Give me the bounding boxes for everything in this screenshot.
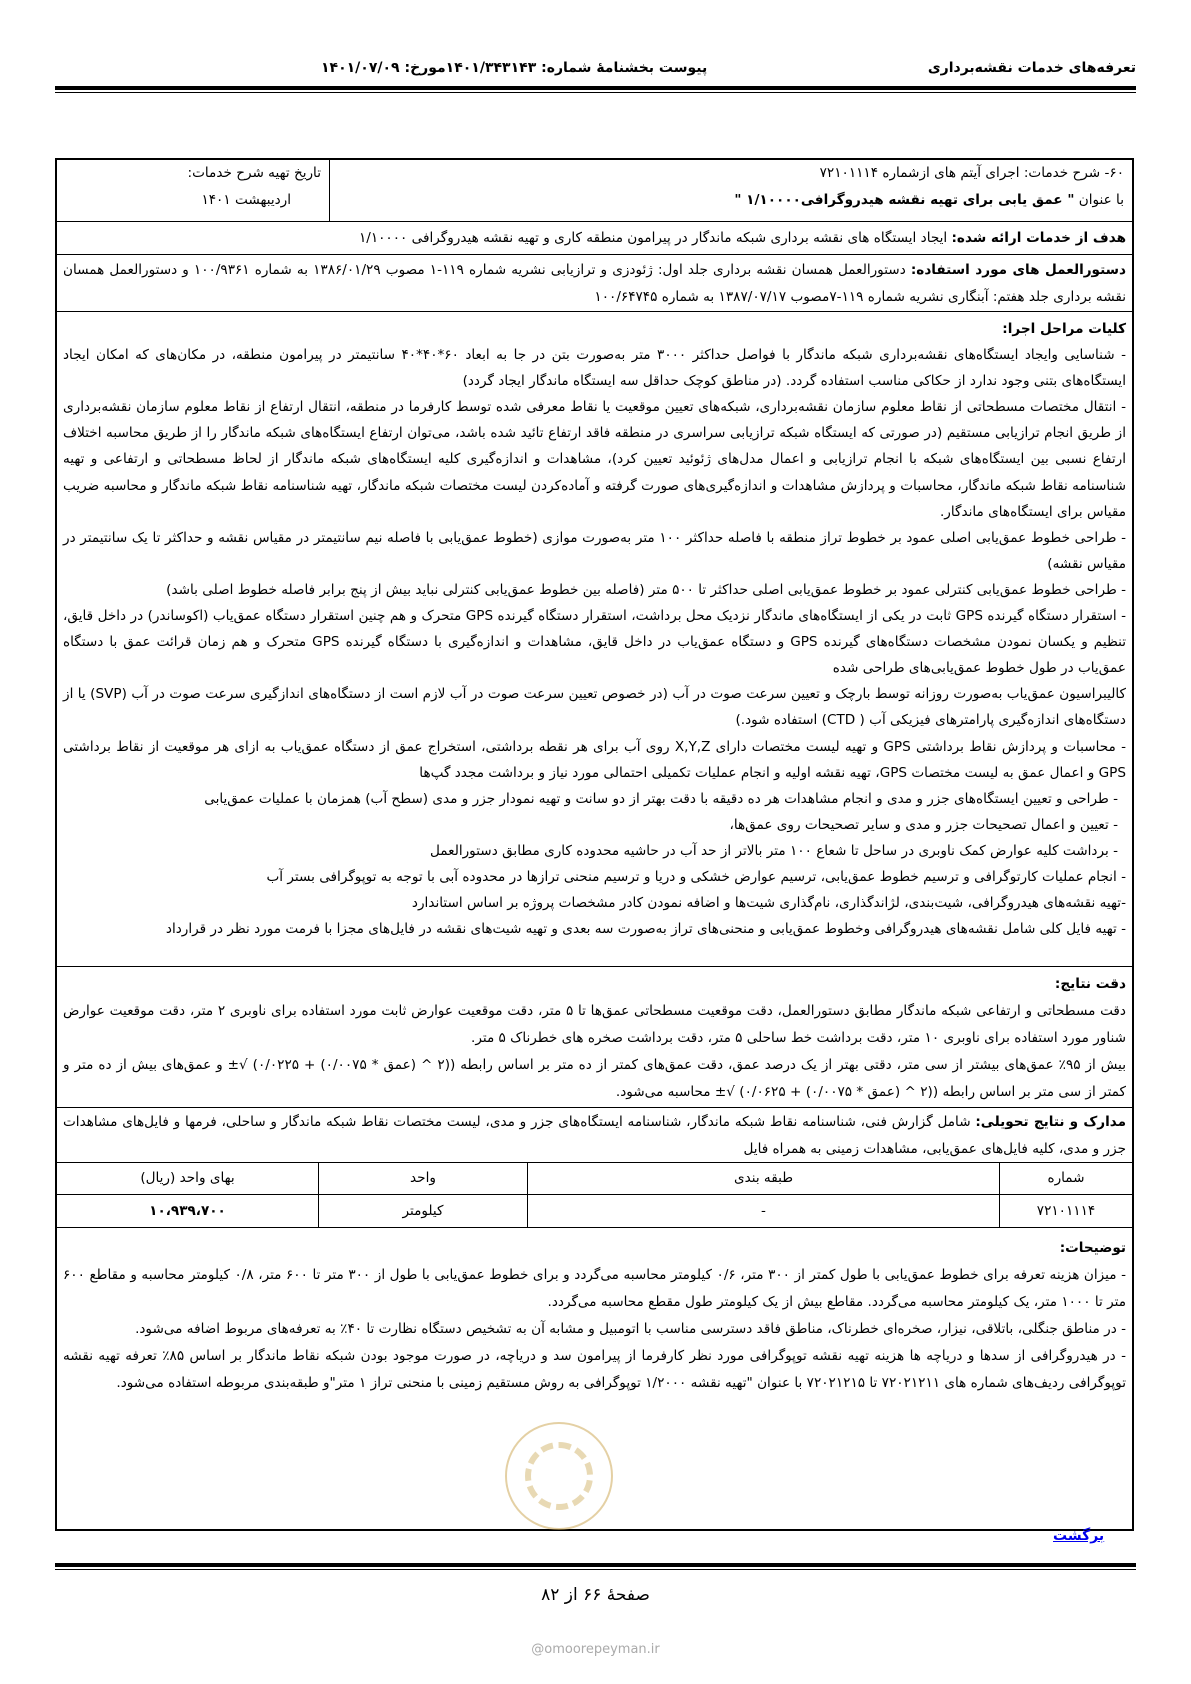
- service-title: " عمق یابی برای تهیه نقشه هیدروگرافی۱/۱۰۰۰۰ ": [734, 191, 1075, 208]
- goal-row: [57, 222, 1132, 255]
- service-title-prefix: با عنوان: [1074, 191, 1124, 208]
- page-header: [55, 54, 1136, 88]
- step-item: - محاسبات و پردازش نقاط برداشتی GPS و تهیه لیست مختصات دارای X,Y,Z روی آب برای هر نقطه برداشتی، استخراج عمق از دستگاه عمق‌یاب به ازای هر موقعیت از نقاط برداشتی GPS و اعمال عمق به لیست مختصات GPS، تهیه نقشه اولیه و انجام عملیات تکمیلی احتمالی مورد نیاز و برداشت مجدد گپ‌ها: [63, 738, 1126, 781]
- deliverables-label: مدارک و نتایج تحویلی:: [975, 1114, 1126, 1130]
- instructions-text: دستورالعمل همسان نقشه برداری جلد اول: ژئودزی و ترازیابی نشریه شماره ۱۱۹-۱ مصوب ۱۳۸۶/۰۱/۲۹ به شماره ۱۰۰/۹۳۶۱ و دستورالعمل همسان نقشه برداری جلد هفتم: آبنگاری نشریه شماره ۱۱۹-۷مصوب ۱۳۸۷/۰۷/۱۷ به شماره ۱۰۰/۶۴۷۴۵: [63, 262, 1126, 305]
- col-classification: [527, 1163, 999, 1227]
- header-rule: [55, 86, 1136, 90]
- date-value: اردیبهشت ۱۴۰۱: [201, 191, 291, 208]
- steps-section: [57, 312, 1132, 967]
- steps-label: کلیات مراحل اجرا:: [1002, 321, 1126, 337]
- table-cell: ۷۲۱۰۱۱۱۴: [1036, 1203, 1096, 1219]
- table-cell: کیلومتر: [402, 1203, 444, 1219]
- deliverables-row: [57, 1108, 1132, 1163]
- step-item: - طراحی خطوط عمق‌یابی اصلی عمود بر خطوط تراز منطقه با فاصله حداکثر ۱۰۰ متر به‌صورت موازی (خطوط عمق‌یابی با فاصله نیم سانتیمتر در مقیاس نقشه و حداکثر تا یک سانتیمتر در مقیاس نقشه): [63, 529, 1126, 572]
- step-item: کالیبراسیون عمق‌یاب به‌صورت روزانه توسط بارچک و تعیین سرعت صوت در آب (در خصوص تعیین سرعت صوت در آب لازم است از دستگاه‌های اندازگیری سرعت صوت در آب (SVP) یا از دستگاه‌های اندازه‌گیری پارامترهای فیزیکی آب ( CTD) استفاده شود.): [63, 686, 1127, 729]
- step-item: - برداشت کلیه عوارض کمک ناوبری در ساحل تا شعاع ۱۰۰ متر بالاتر از حد آب در حاشیه محدوده کاری مطابق دستورالعمل: [429, 842, 1118, 859]
- step-item: - استقرار دستگاه گیرنده GPS ثابت در یکی از ایستگاه‌های ماندگار نزدیک محل برداشت، استقرار دستگاه گیرنده GPS متحرک و هم چنین استقرار دستگاه عمق‌یاب (اکوساندر) در داخل قایق، تنظیم و یکسان نمودن مشخصات دستگاه‌های گیرنده GPS و دستگاه عمق‌یاب در داخل قایق، مشاهدات و اندازه‌گیری با دستگاه گیرنده GPS متحرک و هم زمان قرائت عمق با دستگاه عمق‌یاب در طول خطوط عمق‌یابی‌های طراحی شده: [63, 608, 1127, 677]
- step-item: - تهیه فایل کلی شامل نقشه‌های هیدروگرافی وخطوط عمق‌یابی و منحنی‌های تراز به‌صورت سه بعدی و تهیه شیت‌های نقشه در فایل‌های مجزا با فرمت مورد نظر در قرارداد: [165, 921, 1126, 938]
- step-item: - انجام عملیات کارتوگرافی و ترسیم خطوط عمق‌یابی، ترسیم عوارض خشکی و دریا و ترسیم منحنی ترازها در محدوده آبی با توجه به توپوگرافی بستر آب: [266, 868, 1126, 885]
- table-header: بهای واحد (ریال): [57, 1163, 318, 1195]
- service-frame: [55, 158, 1134, 1531]
- table-cell: -: [761, 1203, 766, 1219]
- step-item: - طراحی خطوط عمق‌یابی کنترلی عمود بر خطوط عمق‌یابی اصلی حداکثر تا ۵۰۰ متر (فاصله بین خطوط عمق‌یابی کنترلی نباید بیش از پنج برابر فاصله خطوط اصلی باشد): [166, 581, 1126, 598]
- accuracy-section: [57, 967, 1132, 1108]
- accuracy-paragraph: دقت مسطحاتی و ارتفاعی شبکه ماندگار مطابق دستورالعمل، دقت موقعیت مسطحاتی عمق‌ها تا ۵ متر، دقت موقعیت عوارض ثابت مورد استفاده برای ناوبری ۲ متر، دقت موقعیت عوارض شناور مورد استفاده برای ناوبری ۱۰ متر، دقت برداشت خط ساحلی ۵ متر، دقت برداشت صخره های خطرناک ۵ متر.: [63, 1003, 1126, 1046]
- service-date-cell: [57, 160, 331, 222]
- service-title-row: [57, 160, 1132, 222]
- site-watermark: @omoorepeyman.ir: [531, 1642, 660, 1657]
- step-item: -تهیه نقشه‌های هیدروگرافی، شیت‌بندی، لژاندگذاری، نام‌گذاری شیت‌ها و اضافه نمودن کادر مشخصات پروژه بر اساس استاندارد: [411, 895, 1126, 912]
- watermark-seal-icon: [505, 1422, 613, 1530]
- step-item: - تعیین و اعمال تصحیحات جزر و مدی و سایر تصحیحات روی عمق‌ها،: [729, 816, 1118, 833]
- service-line: ۶۰- شرح خدمات: اجرای آیتم های ازشماره ۷۲۱۰۱۱۱۴: [819, 165, 1124, 181]
- table-header: طبقه بندی: [528, 1163, 999, 1195]
- footer-rule-thin: [55, 1569, 1136, 1570]
- note-item: - در مناطق جنگلی، باتلاقی، نیزار، صخره‌ای خطرناک، مناطق فاقد دسترسی مناسب با اتومبیل و مشابه آن به تشخیص دستگاه نظارت تا ۴۰٪ به تعرفه‌های مربوط اضافه می‌شود.: [135, 1321, 1126, 1337]
- date-label: تاریخ تهیه شرح خدمات:: [187, 165, 321, 181]
- goal-label: هدف از خدمات ارائه شده:: [951, 230, 1126, 246]
- note-item: - در هیدروگرافی از سدها و دریاچه ها هزینه تهیه نقشه توپوگرافی مورد نظر کارفرما از پیرامون سد و دریاچه، در صورت موجود بودن شبکه نقاط ماندگار بر اساس ۸۵٪ تعرفه تهیه نقشه توپوگرافی ردیف‌های شماره های ۷۲۰۲۱۲۱۱ تا ۷۲۰۲۱۲۱۵ با عنوان "تهیه نقشه ۱/۲۰۰۰ توپوگرافی به روش مستقیم زمینی با منحنی تراز ۱ متر"و طبقه‌بندی مربوطه استفاده می‌شود.: [63, 1348, 1126, 1391]
- col-unit: [318, 1163, 527, 1227]
- header-rule-thin: [55, 92, 1136, 93]
- back-link[interactable]: برگشت: [1053, 1528, 1105, 1544]
- service-title-line: [338, 187, 1124, 214]
- accuracy-label: دقت نتایج:: [1054, 976, 1126, 992]
- deliverables-text: شامل گزارش فنی، شناسنامه نقاط شبکه ماندگار، شناسنامه ایستگاه‌های جزر و مدی، لیست مختصات نقاط شبکه ماندگار و ساحلی، فرمها و فایل‌های مشاهدات جزر و مدی، کلیه فایل‌های عمق‌یابی، مشاهدات زمینی به همراه فایل: [63, 1114, 1126, 1157]
- header-circular-ref: پیوست بخشنامهٔ شماره: ۱۴۰۱/۳۴۳۱۴۳مورخ: ۱۴۰۱/۰۷/۰۹: [321, 60, 708, 76]
- step-item: - انتقال مختصات مسطحاتی از نقاط معلوم سازمان نقشه‌برداری، شبکه‌های تعیین موقعیت یا نقاط معرفی شده توسط کارفرما در منطقه، انتقال ارتفاع از نقاط معلوم سازمان نقشه‌برداری از طریق انجام ترازیابی مستقیم (در صورتی که ایستگاه شبکه ترازیابی سراسری در منطقه فاقد ارتفاع تائید شده باشد، می‌توان ارتفاع ایستگاه‌های شبکه ماندگار را از طریق محاسبه اختلاف ارتفاع نسبی بین ایستگاه‌های شبکه با انجام ترازیابی و اعمال مدل‌های ژئوئید تعیین کرد)، مشاهدات و اندازه‌گیری کلیه ایستگاه‌های شبکه ماندگار از لحاظ مسطحاتی و ارتفاعی و تهیه شناسنامه نقاط شبکه ماندگار، محاسبات و پردازش مشاهدات و اندازه‌گیری‌های صورت گرفته و آماده‌کردن لیست مختصات شبکه ماندگار، تهیه شناسنامه نقاط شبکه ماندگار و محاسبه ضریب مقیاس برای ایستگاه‌های ماندگار.: [63, 399, 1126, 520]
- accuracy-formula-paragraph: بیش از ۹۵٪ عمق‌های بیشتر از سی متر، دقتی بهتر از یک درصد عمق، دقت عمق‌های کمتر از ده متر بر اساس رابطه ((۲ ^ (عمق * ۰/۰۰۷۵) + ۰/۰۲۲۵) √± و عمق‌های بیش از ده متر و کمتر از سی متر بر اساس رابطه ((۲ ^ (عمق * ۰/۰۰۷۵) + ۰/۰۶۲۵) √± محاسبه می‌شود.: [63, 1057, 1127, 1100]
- goal-text: ایجاد ایستگاه های نقشه برداری شبکه ماندگار در پیرامون منطقه کاری و تهیه نقشه هیدروگرافی ۱/۱۰۰۰۰: [358, 230, 952, 246]
- instructions-row: [57, 255, 1132, 312]
- step-item: - شناسایی وایجاد ایستگاه‌های نقشه‌برداری شبکه ماندگار با فواصل حداکثر ۳۰۰۰ متر به‌صورت بتن در جا به ابعاد ۶۰*۴۰*۴۰ سانتیمتر در پیرامون منطقه، در مکان‌های که امکان ایجاد ایستگاه‌های بتنی وجود ندارد از حکاکی مناسب استفاده گردد. (در مناطق کوچک حداقل سه ایستگاه ماندگار ایجاد گردد): [63, 347, 1127, 390]
- notes-label: توضیحات:: [1059, 1240, 1126, 1256]
- header-title: تعرفه‌های خدمات نقشه‌برداری: [927, 60, 1136, 76]
- col-number: [999, 1163, 1132, 1227]
- footer-rule: [55, 1563, 1136, 1567]
- instructions-label: دستورالعمل های مورد استفاده:: [910, 262, 1126, 278]
- note-item: - میزان هزینه تعرفه برای خطوط عمق‌یابی با طول کمتر از ۳۰۰ متر، ۰/۶ کیلومتر محاسبه می‌گردد و برای خطوط عمق‌یابی با طول از ۳۰۰ متر تا ۶۰۰ متر، ۰/۸ کیلومتر محاسبه و مقاطع ۶۰۰ متر تا ۱۰۰۰ متر، یک کیلومتر محاسبه می‌گردد. مقاطع بیش از یک کیلومتر طول مقطع محاسبه می‌گردد.: [63, 1267, 1126, 1310]
- table-cell: ۱۰،۹۳۹،۷۰۰: [149, 1203, 226, 1219]
- service-description-cell: [329, 160, 1132, 222]
- price-table: [57, 1163, 1132, 1228]
- table-header: شماره: [1000, 1163, 1132, 1195]
- page-number: صفحهٔ ۶۶ از ۸۲: [541, 1585, 650, 1605]
- table-header: واحد: [319, 1163, 527, 1195]
- step-item: - طراحی و تعیین ایستگاه‌های جزر و مدی و انجام مشاهدات هر ده دقیقه با دقت بهتر از دو سانت و تهیه نمودار جزر و مدی (سطح آب) همزمان با عملیات عمق‌یابی: [204, 790, 1118, 807]
- col-unit-price: [57, 1163, 318, 1227]
